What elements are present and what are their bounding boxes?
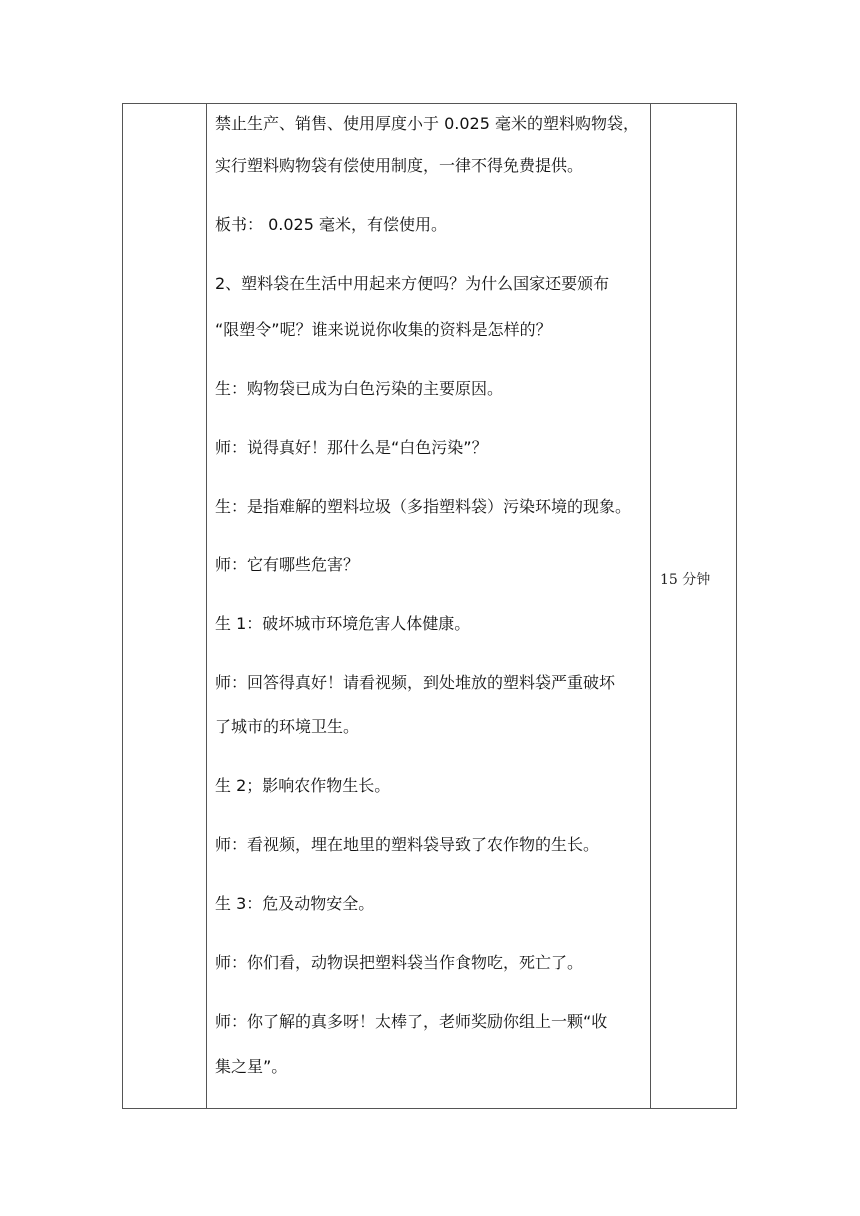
text-line-5: “限塑令”呢？谁来说说你收集的资料是怎样的？ xyxy=(215,320,552,339)
text-line-2: 实行塑料购物袋有偿使用制度，一律不得免费提供。 xyxy=(215,156,584,175)
text-line-16: 师：你们看，动物误把塑料袋当作食物吃，死亡了。 xyxy=(215,953,584,972)
text-line-8: 生：是指难解的塑料垃圾（多指塑料袋）污染环境的现象。 xyxy=(215,497,632,516)
text-line-17: 师：你了解的真多呀！太棒了，老师奖励你组上一颗“收 xyxy=(215,1012,608,1031)
text-line-9: 师：它有哪些危害？ xyxy=(215,555,360,574)
time-column-cell xyxy=(651,104,736,1108)
text-line-10: 生 1：破坏城市环境危害人体健康。 xyxy=(215,614,471,633)
left-column-cell xyxy=(123,104,207,1108)
text-line-12: 了城市的环境卫生。 xyxy=(215,717,360,736)
text-line-6: 生：购物袋已成为白色污染的主要原因。 xyxy=(215,379,504,398)
text-line-15: 生 3：危及动物安全。 xyxy=(215,894,375,913)
text-line-3: 板书： 0.025 毫米，有偿使用。 xyxy=(215,215,447,234)
text-line-13: 生 2；影响农作物生长。 xyxy=(215,776,391,795)
text-line-14: 师：看视频，埋在地里的塑料袋导致了农作物的生长。 xyxy=(215,835,600,854)
text-line-1: 禁止生产、销售、使用厚度小于 0.025 毫米的塑料购物袋， xyxy=(215,114,639,133)
text-line-18: 集之星”。 xyxy=(215,1057,288,1076)
time-allocation-label: 15 分钟 xyxy=(660,572,711,588)
text-line-11: 师：回答得真好！请看视频，到处堆放的塑料袋严重破坏 xyxy=(215,673,616,692)
text-line-7: 师：说得真好！那什么是“白色污染”？ xyxy=(215,438,488,457)
text-line-4: 2、塑料袋在生活中用起来方便吗？为什么国家还要颁布 xyxy=(215,274,610,293)
lesson-plan-table xyxy=(122,103,737,1109)
content-column-cell xyxy=(207,104,651,1108)
